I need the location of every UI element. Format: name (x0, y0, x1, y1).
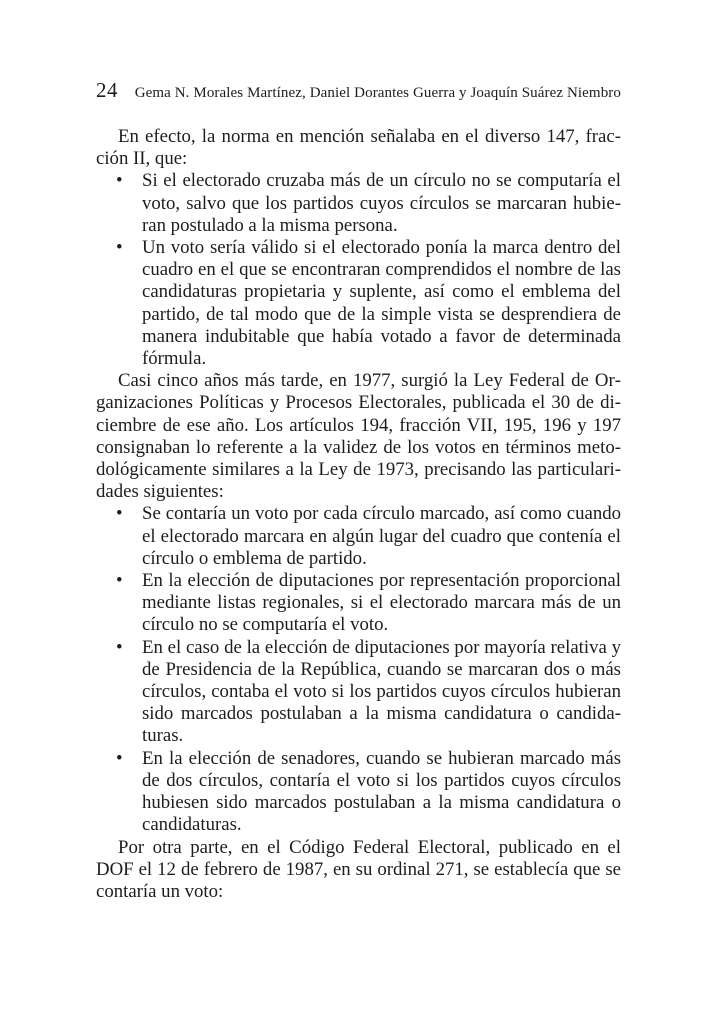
bullet-icon: • (116, 503, 123, 525)
running-head: Gema N. Morales Martínez, Daniel Dorantes Guerra y Joaquín Suárez Niembro (134, 85, 621, 101)
list-item-text: Si el electorado cruzaba más de un círculo no se computaría el voto, salvo que los partidos cuyos círculos se marcaran hubieran postulado a la misma persona. (142, 170, 621, 236)
list-item (96, 570, 621, 637)
list-item (96, 748, 621, 837)
page-header (96, 78, 621, 108)
list-item-text: En la elección de senadores, cuando se hubieran marcado más de dos círculos, contaría el voto si los partidos cuyos círculos hubiesen sido marcados postulaban a la misma candidatura o candidaturas. (142, 747, 621, 836)
bullet-list (96, 170, 621, 370)
bullet-icon: • (116, 237, 123, 259)
bullet-icon: • (116, 570, 123, 592)
list-item-text: En el caso de la elección de diputaciones por mayoría relativa y de Presidencia de la República, cuando se marcaran dos o más círculos, contaba el voto si los partidos cuyos círculos hubieran sido marcados postulaban a la misma candidatura o candidaturas. (142, 636, 621, 747)
bullet-icon: • (116, 747, 123, 769)
list-item-text: Se contaría un voto por cada círculo marcado, así como cuando el electorado marcara en algún lugar del cuadro que contenía el círculo o emblema de partido. (142, 503, 621, 569)
list-item-text: Un voto sería válido si el electorado ponía la marca dentro del cuadro en el que se encontraran comprendidos el nombre de las candidaturas propietaria y suplente, así como el emblema del partido, de tal modo que de la simple vista se desprendiera de manera indubitable que había votado a favor de determinada fórmula. (142, 237, 621, 370)
paragraph: En efecto, la norma en mención señalaba en el diverso 147, fracción II, que: (96, 126, 621, 170)
list-item (96, 170, 621, 237)
body-text (96, 126, 621, 903)
bullet-icon: • (116, 636, 123, 658)
paragraph: Casi cinco años más tarde, en 1977, surgió la Ley Federal de Organizaciones Políticas y Procesos Electorales, publicada el 30 de diciembre de ese año. Los artículos 194, fracción VII, 195, 196 y 197 consignaban lo referente a la validez de los votos en términos metodológicamente similares a la Ley de 1973, precisando las particularidades siguientes: (96, 370, 621, 503)
list-item (96, 503, 621, 570)
page-number: 24 (96, 78, 118, 102)
list-item-text: En la elección de diputaciones por representación proporcional mediante listas regionales, si el electorado marcara más de un círculo no se computaría el voto. (142, 570, 621, 636)
list-item (96, 637, 621, 748)
paragraph: Por otra parte, en el Código Federal Electoral, publicado en el DOF el 12 de febrero de 1987, en su ordinal 271, se establecía que se contaría un voto: (96, 836, 621, 902)
list-item (96, 237, 621, 370)
bullet-icon: • (116, 170, 123, 192)
document-page (96, 78, 621, 903)
bullet-list (96, 503, 621, 836)
